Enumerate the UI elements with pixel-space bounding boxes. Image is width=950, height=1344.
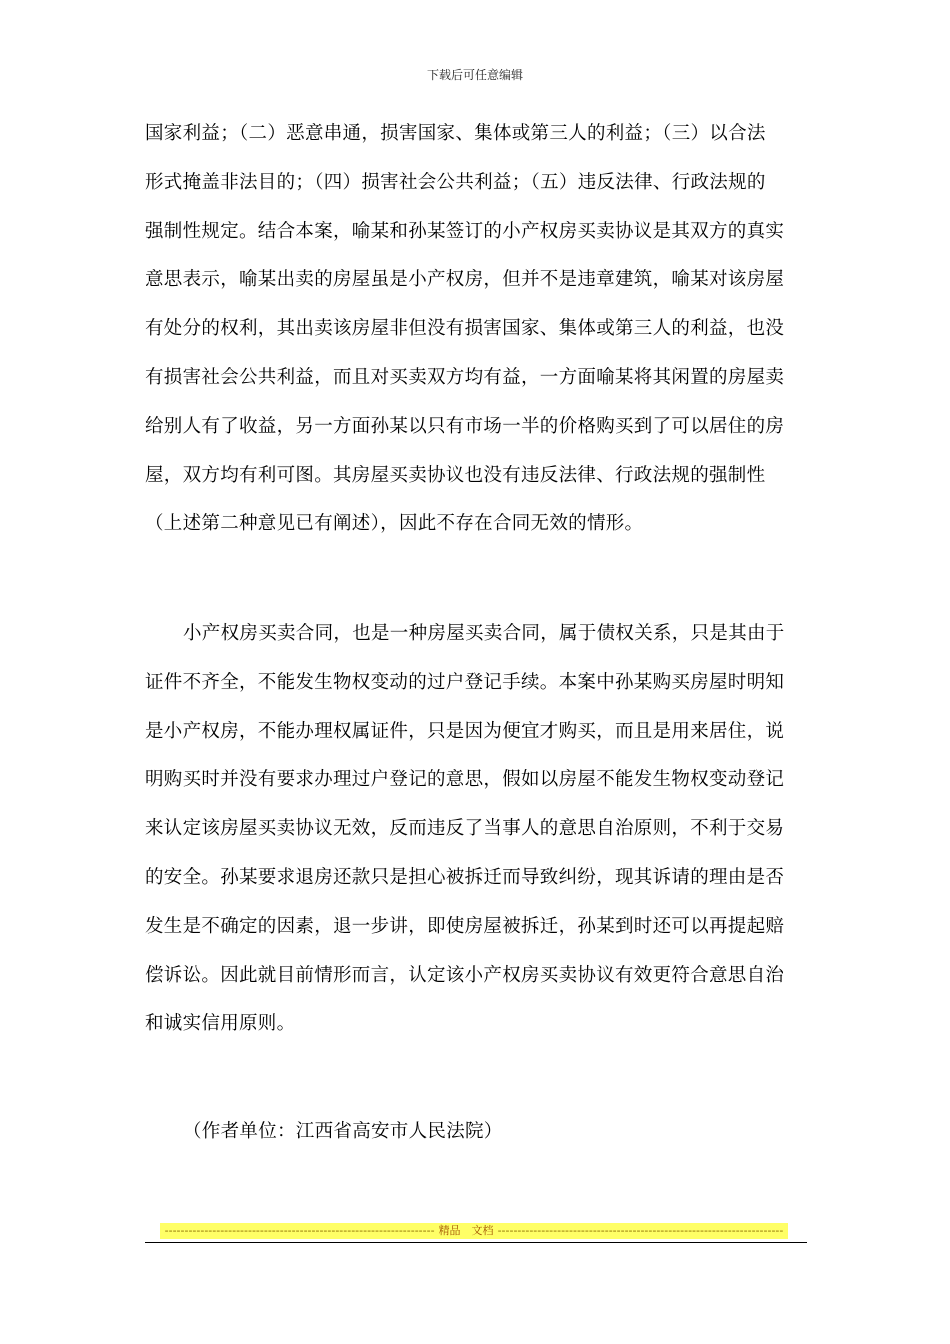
footer-label: 精品 文档 <box>438 1224 494 1237</box>
paragraph-1 <box>145 110 800 549</box>
text-line: 明购买时并没有要求办理过户登记的意思，假如以房屋不能发生物权变动登记 <box>145 769 785 791</box>
text-line: 有处分的权利，其出卖该房屋非但没有损害国家、集体或第三人的利益，也没 <box>145 318 785 340</box>
author-affiliation <box>145 1108 800 1157</box>
text-line: 形式掩盖非法目的；（四）损害社会公共利益；（五）违反法律、行政法规的 <box>145 171 766 193</box>
text-line: 是小产权房，不能办理权属证件，只是因为便宜才购买，而且是用来居住，说 <box>145 720 785 742</box>
text-line: 有损害社会公共利益，而且对买卖双方均有益，一方面喻某将其闲置的房屋卖 <box>145 366 785 388</box>
footer-dashes-right: ------------------------------------------------------------------------ <box>497 1224 784 1237</box>
text-line: 证件不齐全，不能发生物权变动的过户登记手续。本案中孙某购买房屋时明知 <box>145 671 785 693</box>
text-line: （上述第二种意见已有阐述），因此不存在合同无效的情形。 <box>145 513 644 535</box>
text-line: 小产权房买卖合同，也是一种房屋买卖合同，属于债权关系，只是其由于 <box>183 623 785 644</box>
text-line: 屋，双方均有利可图。其房屋买卖协议也没有违反法律、行政法规的强制性 <box>145 464 766 486</box>
text-line: 来认定该房屋买卖协议无效，反而违反了当事人的意思自治原则，不利于交易 <box>145 818 785 840</box>
text-line: 给别人有了收益，另一方面孙某以只有市场一半的价格购买到了可以居住的房 <box>145 415 785 437</box>
text-line: （作者单位：江西省高安市人民法院） <box>183 1121 503 1142</box>
text-line: 和诚实信用原则。 <box>145 1013 296 1035</box>
text-line: 强制性规定。结合本案，喻某和孙某签订的小产权房买卖协议是其双方的真实 <box>145 220 785 242</box>
paragraph-2 <box>145 610 800 1049</box>
footer-rule <box>145 1242 807 1243</box>
text-line: 偿诉讼。因此就目前情形而言，认定该小产权房买卖协议有效更符合意思自治 <box>145 964 785 986</box>
page-header: 下载后可任意编辑 <box>426 68 523 82</box>
footer-banner <box>160 1223 788 1239</box>
text-line: 的安全。孙某要求退房还款只是担心被拆迁而导致纠纷，现其诉请的理由是否 <box>145 866 785 888</box>
text-line: 国家利益；（二）恶意串通，损害国家、集体或第三人的利益；（三）以合法 <box>145 123 766 144</box>
text-line: 意思表示，喻某出卖的房屋虽是小产权房，但并不是违章建筑，喻某对该房屋 <box>145 269 785 291</box>
footer-dashes-left: -------------------------------------------------------------------- <box>164 1224 435 1237</box>
text-line: 发生是不确定的因素，退一步讲，即使房屋被拆迁，孙某到时还可以再提起赔 <box>145 915 785 937</box>
